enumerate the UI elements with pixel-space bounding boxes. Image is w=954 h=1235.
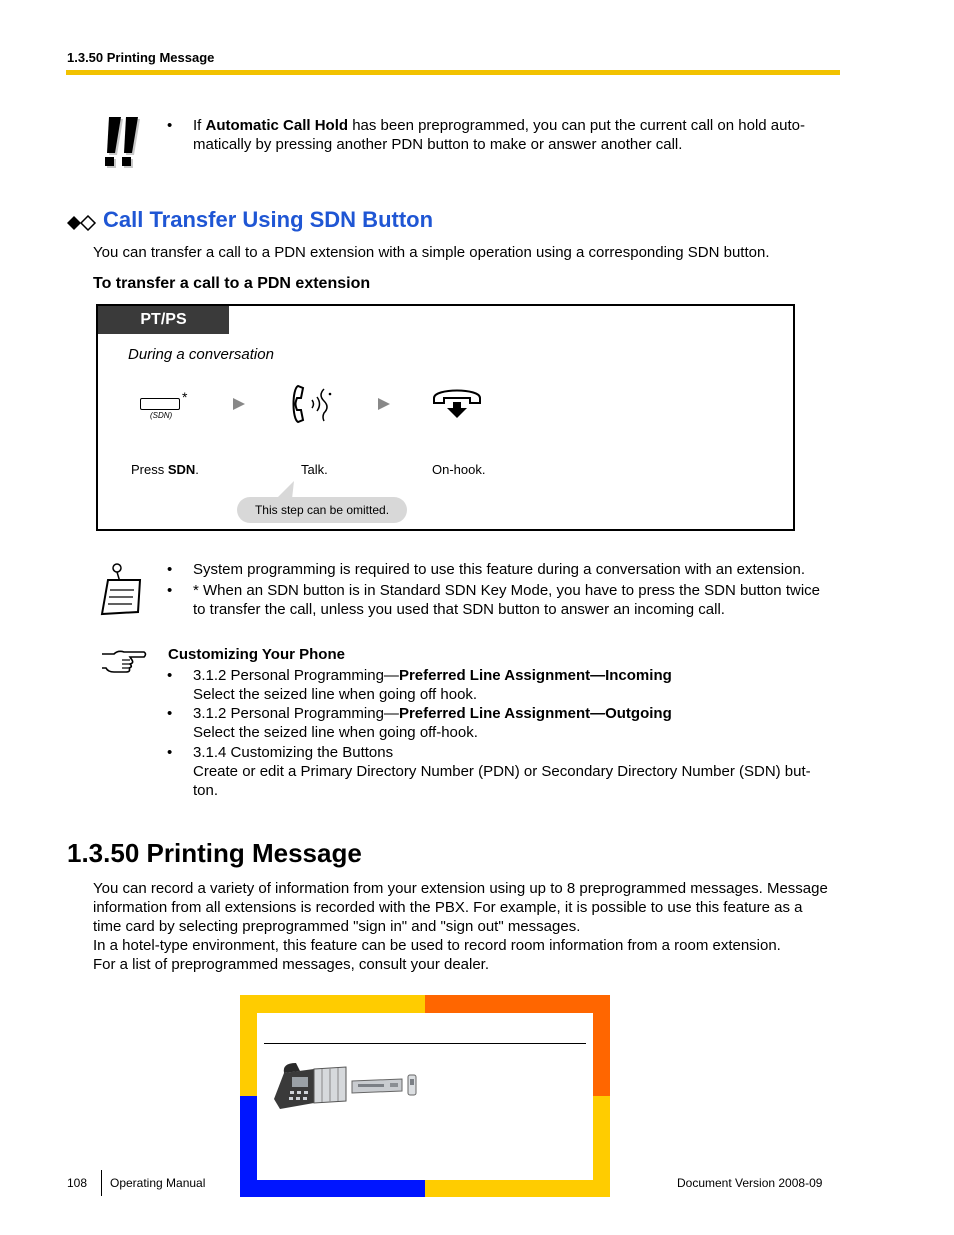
figure-rule — [264, 1043, 586, 1044]
cross-reference: 3.1.2 Personal Programming— — [193, 705, 399, 722]
on-hook-icon — [430, 386, 484, 422]
printing-message-description: You can record a variety of information from your extension using up to 8 preprogrammed messages. Message information from all extensions is recorded with the PBX. For example, it is possible to use this feature as a time card by selecting preprogrammed "sign in" and "sign out" messages. In a hotel-type environment, this feature can be used to record room information from a room extension. For a list of preprogrammed messages, consult your dealer. — [93, 880, 828, 973]
section-diamonds-icon — [67, 215, 99, 231]
asterisk-mark: * — [182, 389, 188, 405]
section-title: Call Transfer Using SDN Button — [103, 207, 434, 232]
telephone-icon — [270, 1059, 348, 1111]
document-version: Document Version 2008-09 — [677, 1176, 823, 1190]
step-arrow-icon — [232, 397, 246, 411]
note-item: • * When an SDN button is in Standard SDN Key Mode, you have to press the SDN button twice to transfer the call, unless you used that SDN button to answer an incoming call. — [167, 582, 820, 618]
sdn-label: (SDN) — [150, 411, 173, 420]
sdn-button-icon — [140, 398, 180, 410]
header-rule — [66, 70, 840, 75]
phone-type-tab: PT/PS — [98, 306, 229, 334]
step-label-press-sdn: Press SDN. — [131, 462, 199, 477]
cross-reference: 3.1.4 Customizing the Buttons — [193, 744, 394, 761]
feature-name: Automatic Call Hold — [205, 117, 349, 134]
footer-separator — [101, 1170, 102, 1196]
printer-device-icon — [350, 1073, 420, 1097]
printing-message-title: 1.3.50 Printing Message — [67, 838, 362, 868]
pointing-hand-icon — [100, 648, 148, 674]
step-arrow-icon — [377, 397, 391, 411]
warning-exclamation-icon — [100, 115, 144, 171]
automatic-call-hold-note: • If Automatic Call Hold has been preprogrammed, you can put the current call on hold auto- matically by pressing another PDN button to make or answer another call. — [167, 117, 805, 153]
customizing-item: • 3.1.4 Customizing the Buttons Create or edit a Primary Directory Number (PDN) or Secondary Directory Number (SDN) but- ton. — [167, 744, 811, 799]
cross-reference: 3.1.2 Personal Programming— — [193, 667, 399, 684]
page-number: 108 — [67, 1176, 88, 1190]
customizing-item: • 3.1.2 Personal Programming—Preferred Line Assignment—Incoming Select the seized line when going off hook. — [167, 667, 672, 703]
step-label-on-hook: On-hook. — [432, 462, 486, 477]
customizing-title: Customizing Your Phone — [168, 646, 345, 663]
operation-context: During a conversation — [128, 346, 274, 363]
talk-icon — [290, 383, 336, 425]
note-item: • System programming is required to use this feature during a conversation with an extension. — [167, 561, 805, 578]
omit-note-bubble: This step can be omitted. — [237, 497, 407, 523]
customizing-item: • 3.1.2 Personal Programming—Preferred Line Assignment—Outgoing Select the seized line when going off-hook. — [167, 705, 672, 741]
section-description: You can transfer a call to a PDN extension with a simple operation using a corresponding SDN button. — [93, 244, 770, 261]
step-label-talk: Talk. — [301, 462, 328, 477]
running-header: 1.3.50 Printing Message — [67, 50, 215, 65]
procedure-subheading: To transfer a call to a PDN extension — [93, 275, 371, 292]
bullet: • — [167, 117, 173, 134]
memo-note-icon — [98, 560, 146, 618]
manual-name: Operating Manual — [110, 1176, 206, 1190]
